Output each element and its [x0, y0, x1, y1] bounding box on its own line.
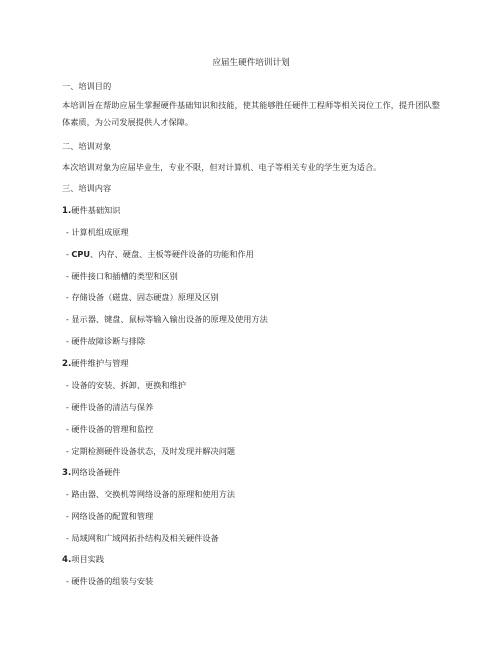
section-paragraph-audience: 本次培训对象为应届毕业生，专业不限，但对计算机、电子等相关专业的学生更为适合。 — [62, 162, 382, 172]
list-item: - 硬件故障诊断与排除 — [66, 336, 146, 346]
list-item: - 硬件设备的清洁与保养 — [66, 402, 154, 412]
list-item: - 定期检测硬件设备状态，及时发现并解决问题 — [66, 446, 236, 456]
module-number: 2. — [62, 359, 72, 369]
module-number: 4. — [62, 555, 72, 565]
section-heading-content: 三、培训内容 — [62, 183, 112, 193]
list-item: - 硬件设备的管理和监控 — [66, 424, 154, 434]
module-number: 1. — [62, 206, 72, 216]
list-item: - 存储设备（磁盘、固态硬盘）原理及区别 — [66, 292, 219, 302]
module-number: 3. — [62, 468, 72, 478]
section-heading-purpose: 一、培训目的 — [62, 81, 112, 91]
module-heading-1 — [62, 204, 120, 217]
list-item: - 设备的安装、拆卸、更换和维护 — [66, 380, 186, 390]
module-name: 硬件维护与管理 — [71, 358, 129, 368]
document-title: 应届生硬件培训计划 — [212, 58, 290, 68]
list-item: - CPU、内存、硬盘、主板等硬件设备的功能和作用 — [66, 249, 254, 259]
section-paragraph-purpose: 本培训旨在帮助应届生掌握硬件基础知识和技能，使其能够胜任硬件工程师等相关岗位工作，提升团队整体素质，为公司发展提供人才保障。 — [62, 100, 440, 127]
module-name: 项目实践 — [71, 554, 105, 564]
list-item: - 硬件设备的组装与安装 — [66, 576, 154, 586]
list-item: - 网络设备的配置和管理 — [66, 511, 154, 521]
list-item: - 计算机组成原理 — [66, 227, 129, 237]
list-item: - 路由器、交换机等网络设备的原理和使用方法 — [66, 489, 236, 499]
section-heading-audience: 二、培训对象 — [62, 141, 112, 151]
module-heading-2 — [62, 357, 129, 370]
list-item: - 显示器、键盘、鼠标等输入输出设备的原理及使用方法 — [66, 314, 268, 324]
module-name: 硬件基础知识 — [71, 205, 121, 215]
cpu-term: CPU — [71, 249, 91, 259]
list-item: - 局域网和广域网拓扑结构及相关硬件设备 — [66, 533, 219, 543]
module-heading-4 — [62, 553, 104, 566]
module-name: 网络设备硬件 — [71, 467, 121, 477]
module-heading-3 — [62, 466, 120, 479]
list-item: - 硬件接口和插槽的类型和区别 — [66, 271, 178, 281]
